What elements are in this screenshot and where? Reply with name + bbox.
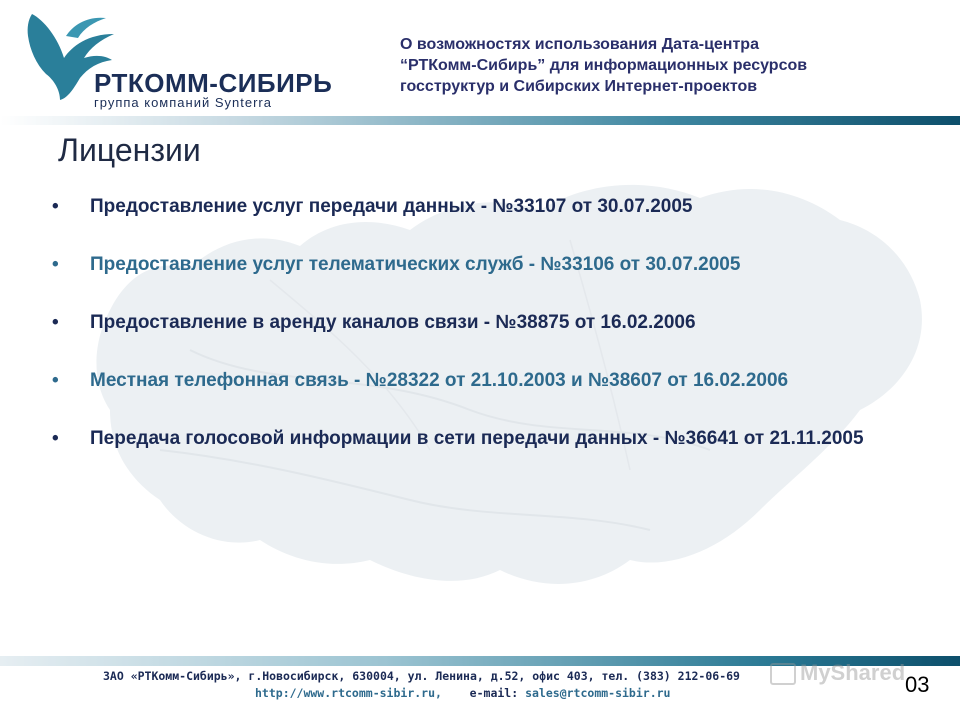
watermark-text: MyShared [800, 660, 906, 685]
email-label: e-mail: [469, 686, 519, 700]
slide-header [0, 0, 960, 118]
list-item [52, 196, 942, 217]
bullet-icon: • [52, 254, 59, 275]
list-item-text: Предоставление услуг телематических служб - №33106 от 30.07.2005 [90, 254, 741, 275]
license-list [52, 196, 942, 449]
page-number: 03 [905, 672, 930, 697]
footer-contacts [255, 686, 670, 700]
watermark [770, 660, 906, 690]
list-item-text: Местная телефонная связь - №28322 от 21.10.2003 и №38607 от 16.02.2006 [90, 370, 789, 391]
presentation-title [400, 34, 945, 97]
list-item [52, 428, 930, 449]
bullet-icon: • [52, 370, 59, 391]
presentation-title-line: О возможностях использования Дата-центра [400, 36, 759, 53]
presentation-title-line: “РТКомм-Сибирь” для информационных ресурсов [400, 57, 808, 74]
list-item-text: Предоставление услуг передачи данных - №33107 от 30.07.2005 [90, 196, 693, 217]
list-item-text: Предоставление в аренду каналов связи - №38875 от 16.02.2006 [90, 312, 696, 333]
bullet-icon: • [52, 312, 59, 333]
list-item-text: Передача голосовой информации в сети передачи данных - №36641 от 21.11.2005 [90, 428, 864, 449]
logo-subtitle: группа компаний Synterra [94, 95, 272, 110]
logo-brand-text: РТКОММ-СИБИРЬ [94, 68, 333, 98]
list-item [52, 312, 942, 333]
email-link[interactable]: sales@rtcomm-sibir.ru [525, 686, 671, 700]
footer-address: ЗАО «РТКомм-Сибирь», г.Новосибирск, 630004, ул. Ленина, д.52, офис 403, тел. (383) 212-06-69 [103, 669, 740, 683]
slide-title: Лицензии [58, 132, 201, 168]
website-link[interactable]: http://www.rtcomm-sibir.ru, [255, 686, 442, 700]
header-divider-band [0, 116, 960, 125]
list-item [52, 254, 942, 275]
company-logo [14, 6, 333, 111]
bullet-icon: • [52, 428, 59, 449]
presentation-title-line: госструктур и Сибирских Интернет-проектов [400, 78, 758, 95]
watermark-icon [770, 663, 796, 685]
list-item [52, 370, 850, 391]
bullet-icon: • [52, 196, 59, 217]
